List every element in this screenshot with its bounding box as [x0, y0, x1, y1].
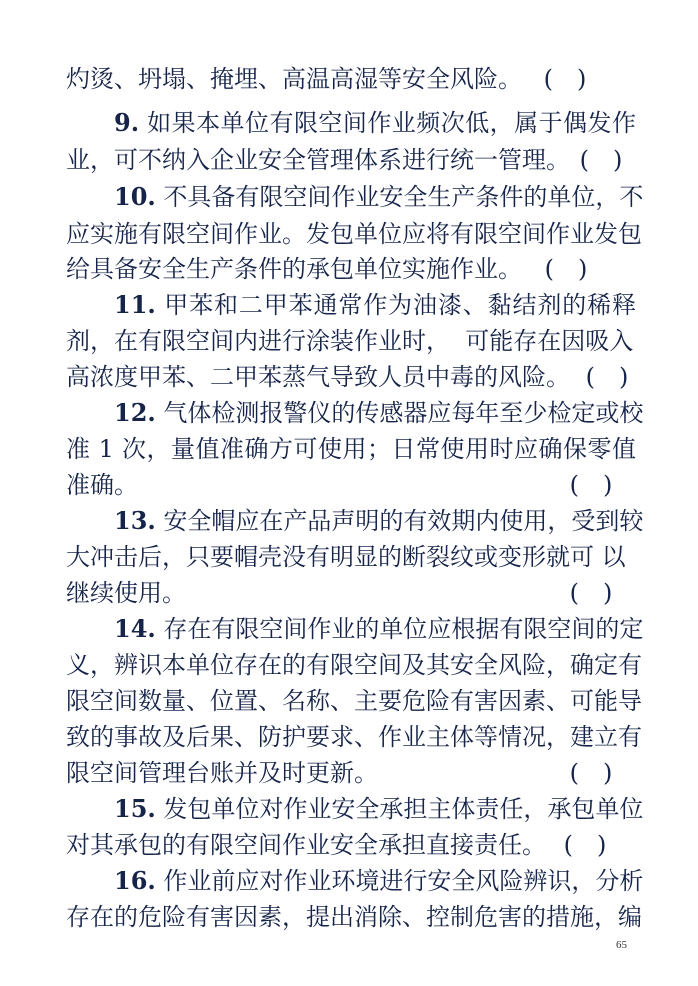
- q11-line-3: [66, 358, 636, 396]
- q12-line-1: [114, 394, 644, 432]
- q15-text-2: 对其承包的有限空间作业安全承担直接责任。: [66, 831, 546, 859]
- q8-answer-blank[interactable]: ( ): [543, 65, 587, 93]
- q16-line-1: [114, 862, 644, 900]
- q16-line-2: 存在的危险有害因素，提出消除、控制危害的措施，编: [66, 903, 642, 931]
- q11-text-1: 甲苯和二甲苯通常作为油漆、黏结剂的稀释: [164, 291, 637, 319]
- q10-text-3: 给具备安全生产条件的承包单位实施作业。: [66, 255, 522, 283]
- q8-text: 灼烫、坍塌、掩埋、高温高湿等安全风险。: [66, 65, 522, 93]
- q11-line-2: 剂，在有限空间内进行涂装作业时， 可能存在因吸入: [66, 327, 634, 355]
- q12-text-1: 气体检测报警仪的传感器应每年至少检定或校: [163, 399, 644, 427]
- q10-line-2: 应实施有限空间作业。发包单位应将有限空间作业发包: [66, 220, 642, 248]
- q14-line-1: [114, 610, 644, 648]
- q15-line-1: [114, 790, 644, 828]
- q14-number: 14.: [114, 614, 156, 643]
- q9-text-1: 如果本单位有限空间作业频次低，属于偶发作: [147, 109, 636, 137]
- q8-line-1: [66, 60, 636, 98]
- q12-number: 12.: [114, 398, 156, 427]
- q15-line-2: [66, 826, 636, 864]
- q13-line-3: [66, 574, 636, 612]
- q15-answer-blank[interactable]: ( ): [563, 831, 607, 859]
- q12-line-2: 准 1 次，量值准确方可使用；日常使用时应确保零值: [66, 435, 636, 463]
- page-number: 65: [616, 939, 627, 951]
- q14-text-1: 存在有限空间作业的单位应根据有限空间的定: [163, 615, 644, 643]
- q14-line-4: 致的事故及后果、防护要求、作业主体等情况，建立有: [66, 723, 642, 751]
- q15-text-1: 发包单位对作业安全承担主体责任，承包单位: [163, 795, 644, 823]
- q16-text-1: 作业前应对作业环境进行安全风险辨识，分析: [163, 867, 644, 895]
- q14-text-5: 限空间管理台账并及时更新。: [66, 759, 378, 787]
- q9-answer-blank[interactable]: ( ): [579, 146, 623, 174]
- q13-line-2: 大冲击后，只要帽壳没有明显的断裂纹或变形就可 以: [66, 543, 626, 571]
- q10-line-1: [114, 178, 644, 216]
- q14-line-5: [66, 754, 636, 792]
- q13-line-1: [114, 502, 644, 540]
- q13-answer-blank[interactable]: ( ): [569, 579, 613, 607]
- q14-line-3: 限空间数量、位置、名称、主要危险有害因素、可能导: [66, 687, 642, 715]
- q16-number: 16.: [114, 866, 156, 895]
- q13-text-1: 安全帽应在产品声明的有效期内使用，受到较: [163, 507, 644, 535]
- q12-line-3: [66, 466, 636, 504]
- q12-answer-blank[interactable]: ( ): [569, 471, 613, 499]
- q11-answer-blank[interactable]: ( ): [585, 363, 629, 391]
- q10-text-1: 不具备有限空间作业安全生产条件的单位，不: [163, 183, 644, 211]
- q13-number: 13.: [114, 506, 156, 535]
- q13-text-3: 继续使用。: [66, 579, 186, 607]
- q10-line-3: [66, 250, 636, 288]
- q9-text-2: 业，可不纳入企业安全管理体系进行统一管理。: [66, 146, 570, 174]
- q9-number: 9.: [114, 108, 140, 137]
- q15-number: 15.: [114, 794, 156, 823]
- q9-line-2: [66, 141, 636, 179]
- q14-line-2: 义，辨识本单位存在的有限空间及其安全风险，确定有: [66, 651, 642, 679]
- q11-line-1: [114, 286, 636, 324]
- q11-text-3: 高浓度甲苯、二甲苯蒸气导致人员中毒的风险。: [66, 363, 570, 391]
- q14-answer-blank[interactable]: ( ): [569, 759, 613, 787]
- q12-text-3: 准确。: [66, 471, 138, 499]
- q11-number: 11.: [114, 290, 156, 319]
- q9-line-1: [114, 104, 636, 142]
- q10-number: 10.: [114, 182, 156, 211]
- q10-answer-blank[interactable]: ( ): [544, 255, 588, 283]
